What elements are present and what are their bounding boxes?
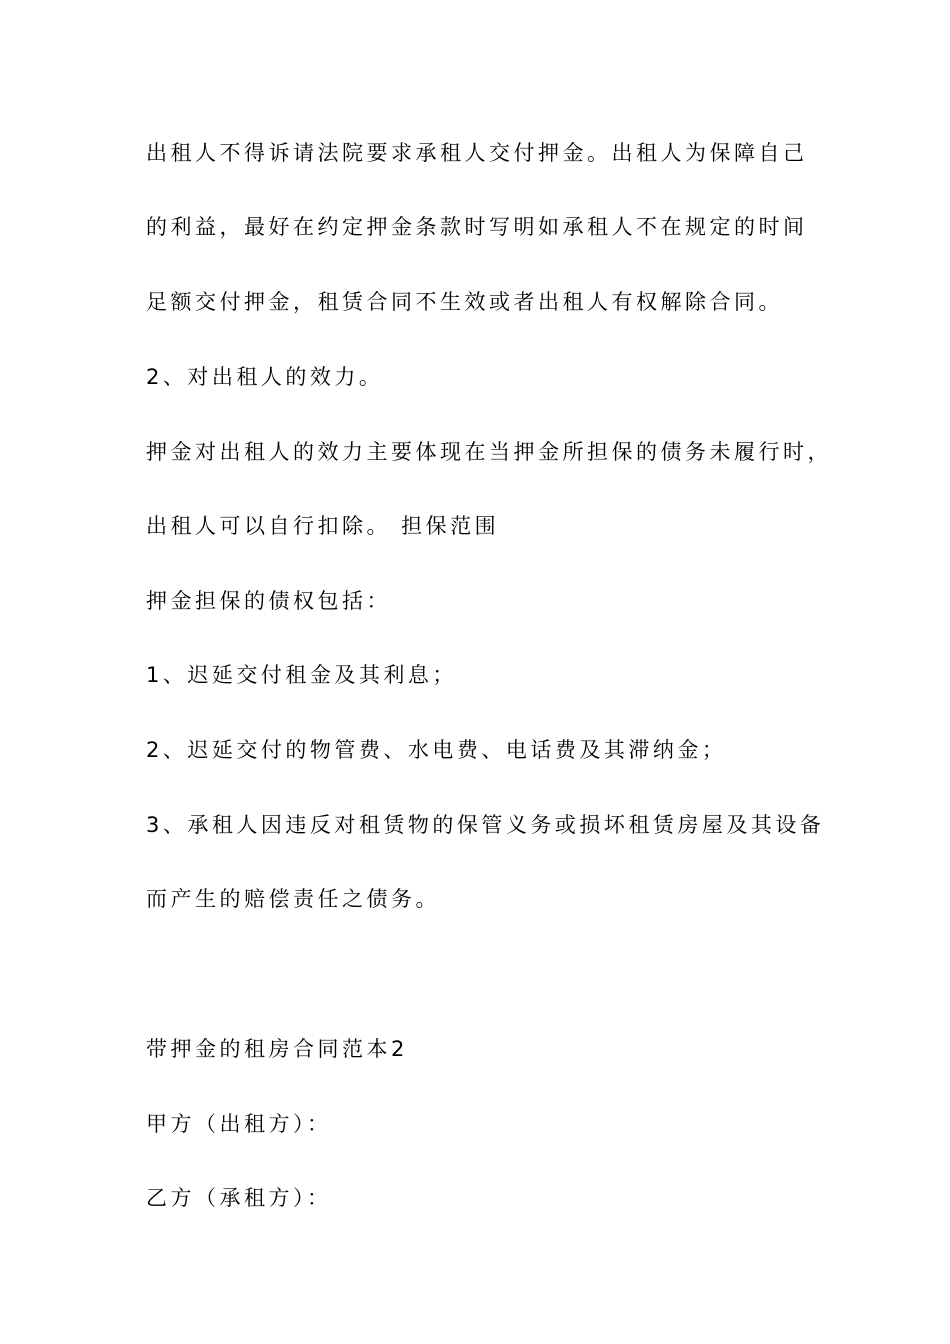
section-heading: 带押金的租房合同范本2: [146, 1037, 408, 1061]
paragraph-line: 押金对出租人的效力主要体现在当押金所担保的债务未履行时，: [146, 440, 832, 464]
paragraph-line: 押金担保的债权包括：: [146, 589, 391, 613]
party-a-label: 甲方（出租方）：: [146, 1112, 332, 1136]
paragraph-line: 足额交付押金，租赁合同不生效或者出租人有权解除合同。: [146, 290, 783, 314]
paragraph-line: 出租人可以自行扣除。 担保范围: [146, 514, 500, 538]
party-b-label: 乙方（承租方）：: [146, 1186, 332, 1210]
list-item: 1、迟延交付租金及其利息；: [146, 663, 457, 687]
list-item: 2、迟延交付的物管费、水电费、电话费及其滞纳金；: [146, 738, 727, 762]
section-item-heading: 2、对出租人的效力。: [146, 365, 384, 389]
list-item-continuation: 而产生的赔偿责任之债务。: [146, 887, 440, 911]
paragraph-line: 出租人不得诉请法院要求承租人交付押金。出租人为保障自己: [146, 141, 808, 165]
paragraph-line: 的利益，最好在约定押金条款时写明如承租人不在规定的时间: [146, 215, 808, 239]
list-item: 3、承租人因违反对租赁物的保管义务或损坏租赁房屋及其设备: [146, 813, 825, 837]
